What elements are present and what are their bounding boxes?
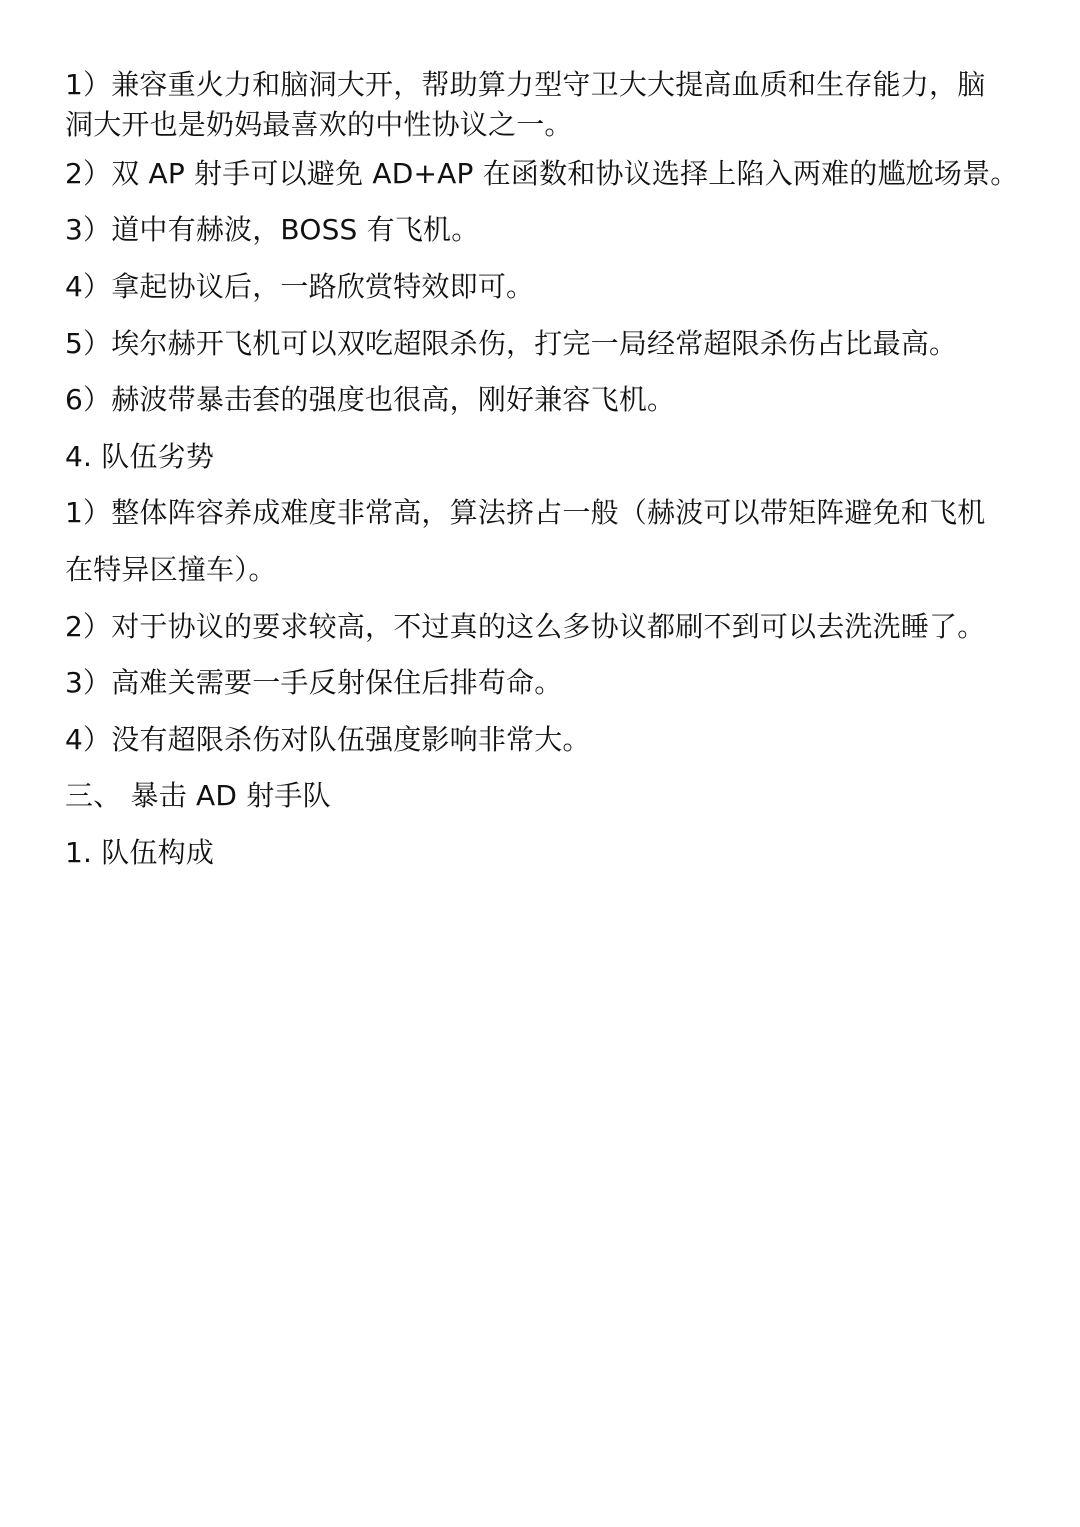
advantage-item-1-line-2: 洞大开也是奶妈最喜欢的中性协议之一。: [65, 108, 573, 141]
disadvantage-item-1-line-1: 1）整体阵容养成难度非常高，算法挤占一般（赫波可以带矩阵避免和飞机: [65, 496, 986, 529]
advantage-item-3: 3）道中有赫波，BOSS 有飞机。: [65, 213, 480, 246]
advantage-item-5: 5）埃尔赫开飞机可以双吃超限杀伤，打完一局经常超限杀伤占比最高。: [65, 327, 958, 360]
disadvantage-item-4: 4）没有超限杀伤对队伍强度影响非常大。: [65, 723, 591, 756]
disadvantages-heading: 4. 队伍劣势: [65, 440, 215, 473]
subsection-heading: 1. 队伍构成: [65, 836, 215, 869]
disadvantage-item-3: 3）高难关需要一手反射保住后排苟命。: [65, 666, 563, 699]
advantage-item-4: 4）拿起协议后，一路欣赏特效即可。: [65, 270, 535, 303]
advantage-item-1-line-1: 1）兼容重火力和脑洞大开，帮助算力型守卫大大提高血质和生存能力，脑: [65, 68, 986, 101]
advantage-item-6: 6）赫波带暴击套的强度也很高，刚好兼容飞机。: [65, 383, 676, 416]
disadvantage-item-2: 2）对于协议的要求较高，不过真的这么多协议都刷不到可以去洗洗睡了。: [65, 610, 986, 643]
chapter-heading: 三、 暴击 AD 射手队: [65, 779, 331, 812]
disadvantage-item-1-line-2: 在特异区撞车）。: [65, 553, 277, 586]
advantage-item-2: 2）双 AP 射手可以避免 AD+AP 在函数和协议选择上陷入两难的尴尬场景。: [65, 157, 1019, 190]
